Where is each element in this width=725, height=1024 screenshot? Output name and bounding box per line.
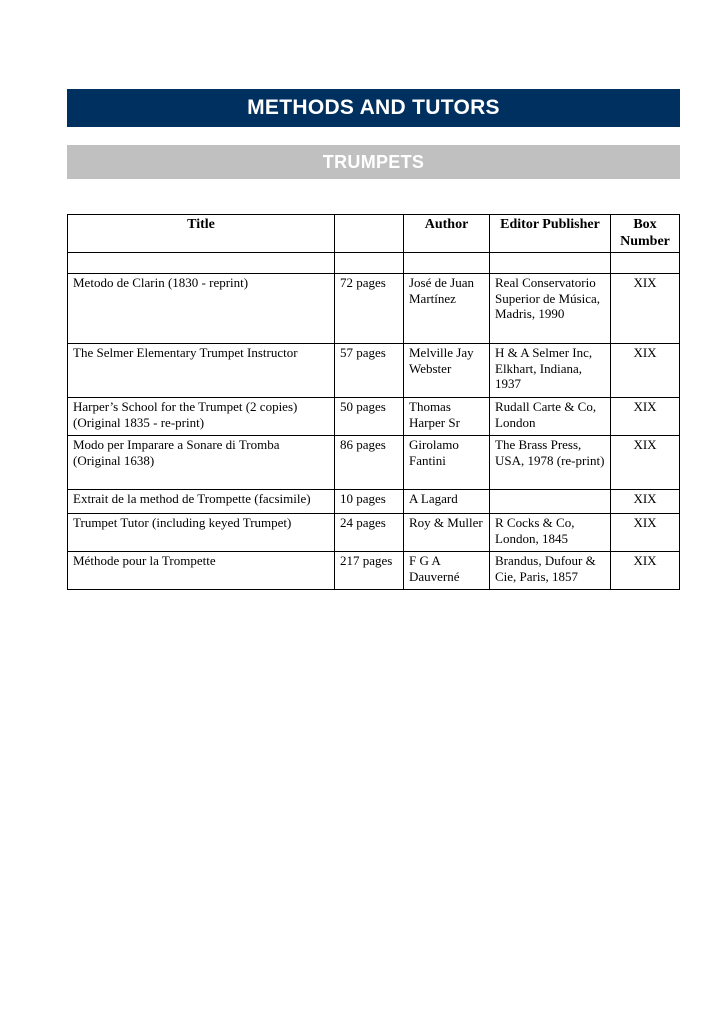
table-row [68, 398, 680, 436]
cell-publisher: Rudall Carte & Co, London [490, 398, 611, 436]
cell-author: Melville Jay Webster [404, 344, 490, 398]
cell-author: Thomas Harper Sr [404, 398, 490, 436]
cell-publisher [490, 490, 611, 514]
category-title: TRUMPETS [322, 151, 425, 172]
cell-box: XIX [611, 552, 680, 590]
catalog-table [67, 214, 680, 590]
spacer-cell [335, 253, 404, 274]
column-header-box: Box Number [611, 215, 680, 253]
spacer-cell [611, 253, 680, 274]
cell-publisher: R Cocks & Co, London, 1845 [490, 514, 611, 552]
cell-pages: 86 pages [335, 436, 404, 490]
cell-author: Roy & Muller [404, 514, 490, 552]
cell-box: XIX [611, 344, 680, 398]
table-row [68, 514, 680, 552]
cell-title: Méthode pour la Trompette [68, 552, 335, 590]
cell-title: The Selmer Elementary Trumpet Instructor [68, 344, 335, 398]
column-header-title: Title [68, 215, 335, 253]
section-title-banner [67, 89, 680, 127]
spacer-cell [404, 253, 490, 274]
cell-box: XIX [611, 514, 680, 552]
cell-title: Metodo de Clarin (1830 - reprint) [68, 274, 335, 344]
cell-box: XIX [611, 436, 680, 490]
table-row [68, 436, 680, 490]
column-header-author: Author [404, 215, 490, 253]
table-row [68, 344, 680, 398]
cell-author: A Lagard [404, 490, 490, 514]
spacer-cell [68, 253, 335, 274]
category-banner [67, 145, 680, 179]
cell-publisher: Real Conservatorio Superior de Música, Madris, 1990 [490, 274, 611, 344]
cell-box: XIX [611, 398, 680, 436]
table-row [68, 274, 680, 344]
spacer-cell [490, 253, 611, 274]
cell-box: XIX [611, 490, 680, 514]
column-header-pages [335, 215, 404, 253]
cell-box: XIX [611, 274, 680, 344]
cell-pages: 72 pages [335, 274, 404, 344]
cell-pages: 24 pages [335, 514, 404, 552]
cell-author: F G A Dauverné [404, 552, 490, 590]
cell-title: Extrait de la method de Trompette (facsimile) [68, 490, 335, 514]
cell-publisher: The Brass Press, USA, 1978 (re-print) [490, 436, 611, 490]
table-header-row [68, 215, 680, 253]
cell-author: Girolamo Fantini [404, 436, 490, 490]
cell-publisher: H & A Selmer Inc, Elkhart, Indiana, 1937 [490, 344, 611, 398]
cell-title: Harper’s School for the Trumpet (2 copies) (Original 1835 - re-print) [68, 398, 335, 436]
cell-publisher: Brandus, Dufour & Cie, Paris, 1857 [490, 552, 611, 590]
cell-title: Modo per Imparare a Sonare di Tromba (Original 1638) [68, 436, 335, 490]
cell-pages: 57 pages [335, 344, 404, 398]
table-row [68, 490, 680, 514]
cell-title: Trumpet Tutor (including keyed Trumpet) [68, 514, 335, 552]
column-header-publisher: Editor Publisher [490, 215, 611, 253]
table-spacer-row [68, 253, 680, 274]
cell-author: José de Juan Martínez [404, 274, 490, 344]
section-title: METHODS AND TUTORS [247, 96, 500, 119]
cell-pages: 50 pages [335, 398, 404, 436]
cell-pages: 217 pages [335, 552, 404, 590]
table-row [68, 552, 680, 590]
cell-pages: 10 pages [335, 490, 404, 514]
